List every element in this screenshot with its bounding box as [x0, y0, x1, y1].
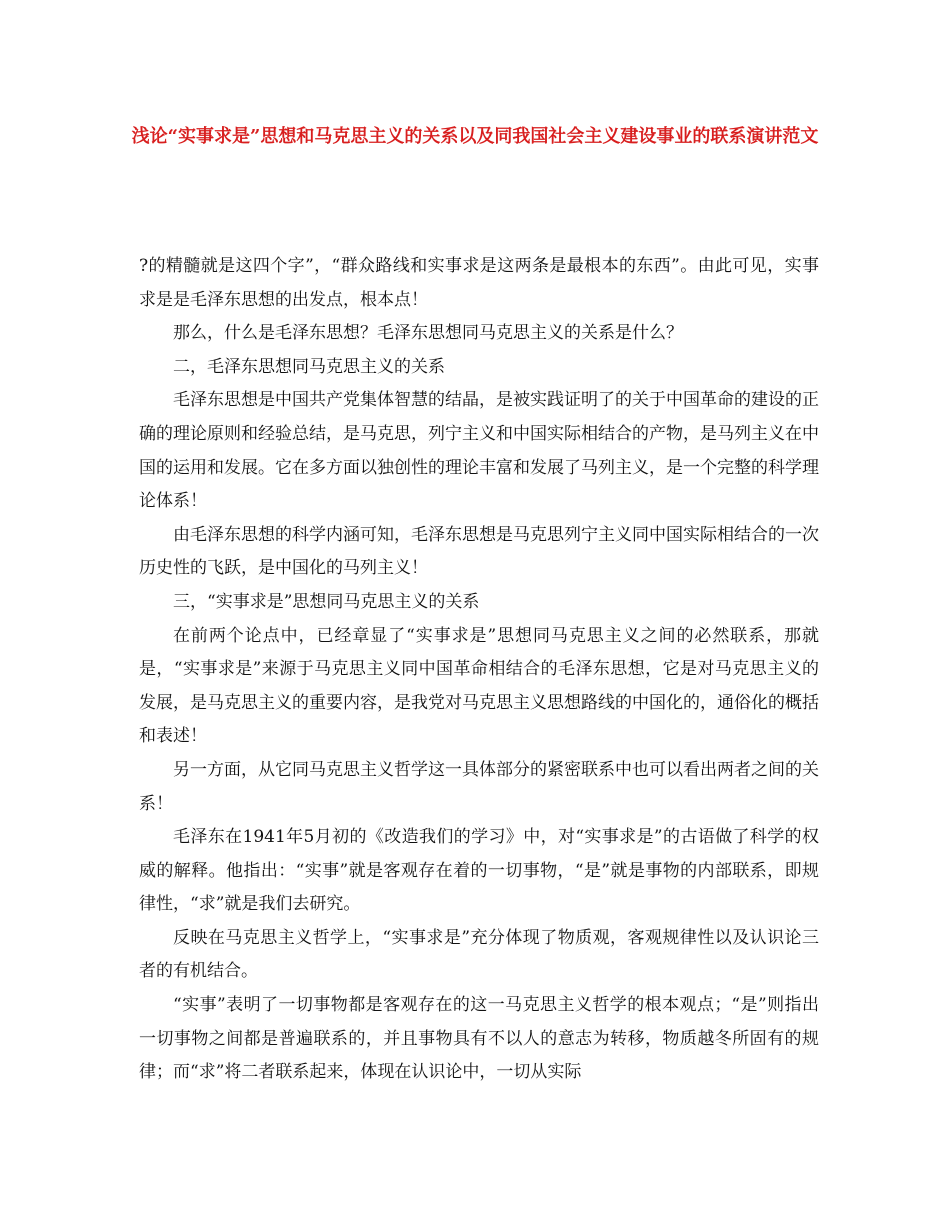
section-heading-2: 二，毛泽东思想同马克思主义的关系: [173, 356, 445, 377]
paragraph: 另一方面，从它同马克思主义哲学这一具体部分的紧密联系中也可以看出两者之间的关系！: [139, 759, 819, 814]
paragraph: 毛泽东在1941年5月初的《改造我们的学习》中，对“实事求是”的古语做了科学的权威的解释。他指出：“实事”就是客观存在着的一切事物，“是”就是事物的内部联系，即规律性，“求”就是我们去研究。: [139, 827, 819, 915]
paragraph: 毛泽东思想是中国共产党集体智慧的结晶，是被实践证明了的关于中国革命的建设的正确的理论原则和经验总结，是马克思，列宁主义和中国实际相结合的产物，是马列主义在中国的运用和发展。它在多方面以独创性的理论丰富和发展了马列主义，是一个完整的科学理论体系！: [139, 390, 819, 512]
paragraph: 在前两个论点中，已经章显了“实事求是”思想同马克思主义之间的必然联系，那就是，“实事求是”来源于马克思主义同中国革命相结合的毛泽东思想，它是对马克思主义的发展，是马克思主义的重要内容，是我党对马克思主义思想路线的中国化的，通俗化的概括和表述！: [139, 625, 819, 747]
document-title: 浅论“实事求是”思想和马克思主义的关系以及同我国社会主义建设事业的联系演讲范文: [131, 126, 819, 147]
document-body: [139, 250, 819, 1090]
paragraph: “实事”表明了一切事物都是客观存在的这一马克思主义哲学的根本观点；“是”则指出一切事物之间都是普遍联系的，并且事物具有不以人的意志为转移，物质越冬所固有的规律；而“求”将二者联系起来，体现在认识论中，一切从实际: [139, 995, 819, 1083]
paragraph: 那么，什么是毛泽东思想？毛泽东思想同马克思主义的关系是什么？: [173, 323, 683, 344]
paragraph-continuation: ?的精髓就是这四个字”，“群众路线和实事求是这两条是最根本的东西”。由此可见，实事求是是毛泽东思想的出发点，根本点！: [139, 256, 819, 310]
paragraph: 由毛泽东思想的科学内涵可知，毛泽东思想是马克思列宁主义同中国实际相结合的一次历史性的飞跃，是中国化的马列主义！: [139, 524, 819, 579]
paragraph: 反映在马克思主义哲学上，“实事求是”充分体现了物质观，客观规律性以及认识论三者的有机结合。: [139, 927, 819, 982]
section-heading-3: 三，“实事求是”思想同马克思主义的关系: [173, 591, 480, 612]
